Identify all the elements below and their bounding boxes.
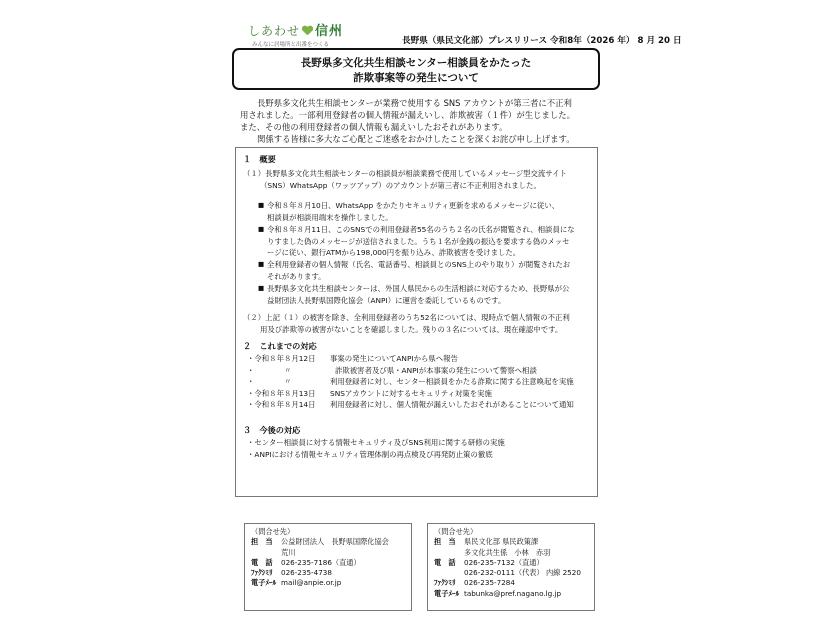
contact-label xyxy=(434,568,464,578)
overview-bullet xyxy=(267,259,570,282)
contact-row xyxy=(251,537,405,547)
text-line: 相談員が相談用端末を操作しました。 xyxy=(267,212,393,222)
contact-label: ﾌｧｸｼﾐﾘ xyxy=(251,568,273,578)
overview-bullet xyxy=(267,283,569,306)
action-row xyxy=(247,376,574,388)
text-line: ージに従い、銀行ATMから198,000円を振り込み、詐欺被害を受けました。 xyxy=(267,248,521,258)
contact-label: ﾌｧｸｼﾐﾘ xyxy=(434,578,456,588)
section-heading-future: ３ 今後の対応 xyxy=(243,425,301,435)
future-item: ・センター相談員に対する情報セキュリティ及びSNS利用に関する研修の実施 xyxy=(247,438,505,447)
future-item: ・ANPIにおける情報セキュリティ管理体制の再点検及び再発防止策の徹底 xyxy=(247,449,493,459)
contact-label: 担 当 xyxy=(434,537,456,547)
intro-line: 用されました。一部利用登録者の個人情報が漏えいし、詐欺被害（１件）が生じました。 xyxy=(240,110,575,120)
text-line: （１）長野県多文化共生相談センターの相談員が相談業務で使用しているメッセージ型交流サイト xyxy=(243,169,567,178)
text-line: （SNS）WhatsApp（ワッツアップ）のアカウントが第三者に不正利用されました。 xyxy=(260,180,541,190)
contact-value: 多文化共生係 小林 赤羽 xyxy=(464,547,551,557)
contact-heading: （問合せ先） xyxy=(251,527,295,536)
contact-value: 026-235-4738 xyxy=(281,568,332,578)
title-line-2: 詐欺事案等の発生について xyxy=(353,72,479,84)
contact-row xyxy=(434,578,588,588)
contact-row xyxy=(434,537,588,547)
action-row xyxy=(247,399,574,411)
action-text: 利用登録者に対し、センター相談員をかたる詐欺に関する注意喚起を実施 xyxy=(330,377,574,387)
contact-value: 026-232-0111（代表） 内線 2520 xyxy=(464,568,581,578)
title-line-1: 長野県多文化共生相談センター相談員をかたった xyxy=(300,57,532,69)
action-date: ・令和８年８月14日 xyxy=(247,400,316,410)
future-list xyxy=(247,437,505,460)
intro-paragraph xyxy=(240,97,602,145)
overview-bullet xyxy=(267,200,559,223)
contact-label xyxy=(251,548,281,558)
action-text: SNSアカウントに対するセキュリティ対策を実施 xyxy=(330,388,492,398)
intro-line: 関係する皆様に多大なご心配とご迷惑をおかけしたことを深くお詫び申し上げます。 xyxy=(257,134,575,144)
contact-row xyxy=(251,548,405,558)
actions-list xyxy=(247,353,574,411)
contact-email[interactable]: mail@anpie.or.jp xyxy=(281,578,342,588)
contact-label: 電 話 xyxy=(251,557,273,567)
overview-para-1 xyxy=(243,168,567,191)
text-line: それがあります。 xyxy=(267,271,326,281)
contact-label: 電子ﾒｰﾙ xyxy=(434,588,460,598)
text-line: りすました偽のメッセージが送信されました。うち１名が金銭の振込を要求する偽のメッセ xyxy=(267,236,570,246)
action-row xyxy=(247,353,574,365)
contact-row xyxy=(434,558,588,568)
action-date: ・ 〃 xyxy=(247,377,292,387)
action-date: ・令和８年８月13日 xyxy=(247,388,316,398)
intro-line: また、その他の利用登録者の個人情報も漏えいしたおそれがあります。 xyxy=(240,122,508,132)
contact-label xyxy=(434,548,464,558)
action-text: 詐欺被害者及び県・ANPIが本事案の発生について警察へ相談 xyxy=(335,365,537,375)
contact-email[interactable]: tabunka@pref.nagano.lg.jp xyxy=(464,588,562,598)
contact-value: 026-235-7132（直通） xyxy=(464,557,544,567)
action-date: ・令和８年８月12日 xyxy=(247,354,316,363)
text-line: ■ 長野県多文化共生相談センターは、外国人県民からの生活相談に対応するため、長野県が公 xyxy=(267,284,570,293)
section-heading-overview: １ 概要 xyxy=(243,154,276,164)
contact-label: 担 当 xyxy=(251,537,273,547)
contact-value: 県民文化部 県民政策課 xyxy=(464,537,539,547)
overview-bullet xyxy=(267,224,575,259)
contact-row xyxy=(251,578,405,588)
text-line: （２）上記（１）の被害を除き、全利用登録者のうち52名については、現時点で個人情報の不正利 xyxy=(243,313,570,322)
contact-value: 026-235-7186（直通） xyxy=(281,557,361,567)
text-line: ■ 全利用登録者の個人情報（氏名、電話番号、相談員とのSNS上のやり取り）が閲覧されたお xyxy=(267,260,571,269)
contact-box-prefecture xyxy=(427,523,595,611)
text-line: ■ 令和８年８月11日、このSNSでの利用登録者55名のうち２名の氏名が閲覧され、相談員にな xyxy=(267,225,575,234)
contact-label: 電子ﾒｰﾙ xyxy=(251,578,277,588)
action-row xyxy=(247,365,574,377)
action-text: 利用登録者に対し、個人情報が漏えいしたおそれがあることについて通知 xyxy=(330,400,574,410)
logo-tagline: みんなに居場所と出番をつくる xyxy=(252,42,330,48)
intro-line: 長野県多文化共生相談センターが業務で使用する SNS アカウントが第三者に不正利 xyxy=(257,98,572,108)
contact-row xyxy=(434,548,588,558)
overview-para-2 xyxy=(243,312,570,335)
contact-value: 026-235-7284 xyxy=(464,578,515,588)
contact-row xyxy=(434,589,588,599)
text-line: 用及び詐欺等の被害がないことを確認しました。残りの３名については、現在確認中です。 xyxy=(260,324,563,334)
contact-box-anpi xyxy=(244,523,412,611)
contact-row xyxy=(434,568,588,578)
logo-kanji: 信州 xyxy=(315,24,344,39)
action-row xyxy=(247,388,574,400)
contact-value: 荒川 xyxy=(281,547,296,557)
contact-row xyxy=(251,558,405,568)
press-release-header: 長野県（県民文化部）プレスリリース 令和8年（2026 年） 8 月 20 日 xyxy=(402,36,682,46)
contact-heading: （問合せ先） xyxy=(434,527,478,536)
title-box xyxy=(232,48,600,90)
text-line: ■ 令和８年８月10日、WhatsApp をかたりセキュリティ更新を求めるメッセージに従い、 xyxy=(267,201,560,210)
action-text: 事案の発生についてANPIから県へ報告 xyxy=(330,354,458,363)
contact-row xyxy=(251,568,405,578)
action-date: ・ 〃 xyxy=(247,365,292,375)
contact-label: 電 話 xyxy=(434,557,456,567)
section-heading-actions: ２ これまでの対応 xyxy=(243,341,317,351)
main-content-box xyxy=(235,147,598,497)
logo-wordmark xyxy=(248,20,343,39)
logo-kana: しあわせ xyxy=(248,24,301,38)
heart-icon xyxy=(302,26,313,36)
contact-value: 公益財団法人 長野県国際化協会 xyxy=(281,537,389,547)
text-line: 益財団法人長野県国際化協会（ANPI）に運営を委託しているものです。 xyxy=(267,295,506,305)
